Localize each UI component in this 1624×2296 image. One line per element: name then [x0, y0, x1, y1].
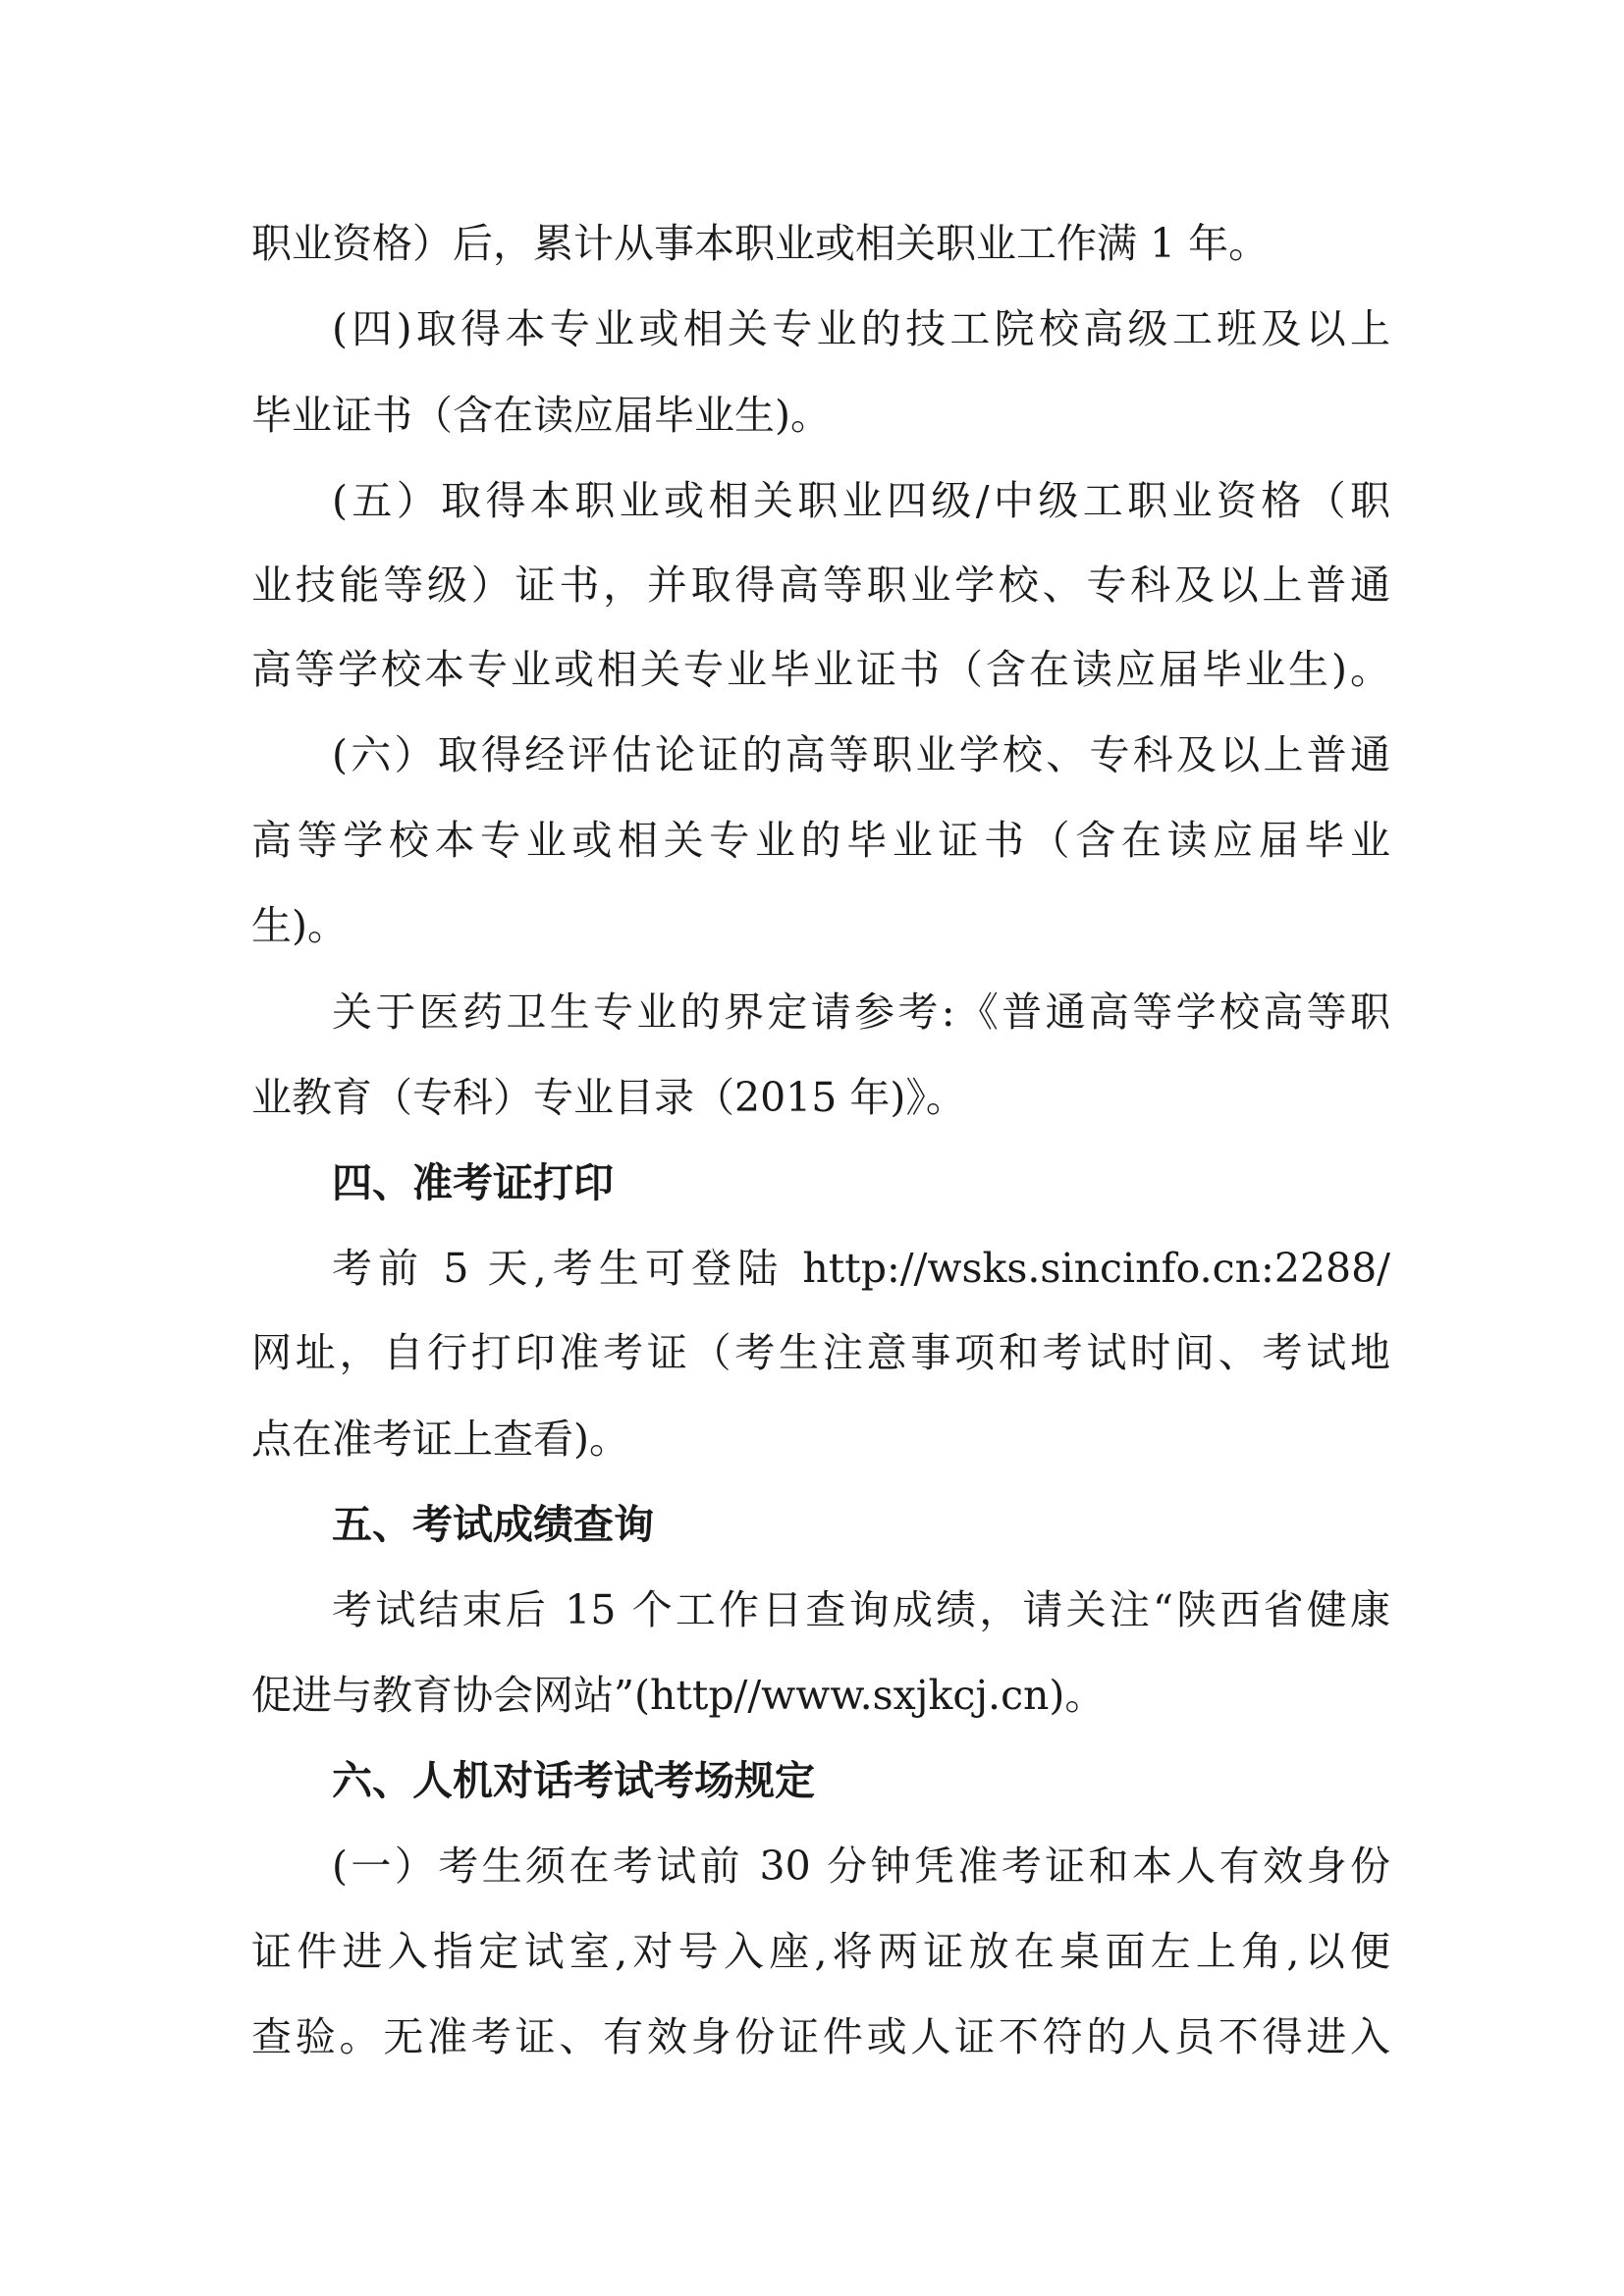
text-line: 职业资格）后，累计从事本职业或相关职业工作满 1 年。: [251, 220, 1270, 267]
text-line: (一）考生须在考试前 30 分钟凭准考证和本人有效身份: [332, 1842, 1390, 1890]
text-line: 毕业证书（含在读应届毕业生)。: [251, 392, 831, 439]
text-line: 业教育（专科）专业目录（2015 年)》。: [251, 1074, 966, 1121]
text-line: 网址，自行打印准考证（考生注意事项和考试时间、考试地: [251, 1329, 1390, 1376]
text-line: 生)。: [251, 902, 348, 949]
text-line: 考前 5 天,考生可登陆 http://wsks.sincinfo.cn:2288/: [332, 1245, 1390, 1292]
text-line: 证件进入指定试室,对号入座,将两证放在桌面左上角,以便: [251, 1928, 1390, 1975]
section-heading: 六、人机对话考试考场规定: [332, 1757, 815, 1804]
text-line: 促进与教育协会网站”(http//www.sxjkcj.cn)。: [251, 1672, 1106, 1719]
text-line: 点在准考证上查看)。: [251, 1415, 629, 1463]
text-line: (五）取得本职业或相关职业四级/中级工职业资格（职: [332, 477, 1390, 524]
text-line: (四)取得本专业或相关专业的技工院校高级工班及以上: [332, 305, 1390, 352]
text-line: (六）取得经评估论证的高等职业学校、专科及以上普通: [332, 731, 1390, 778]
text-line: 高等学校本专业或相关专业毕业证书（含在读应届毕业生)。: [251, 646, 1390, 693]
text-line: 查验。无准考证、有效身份证件或人证不符的人员不得进入: [251, 2013, 1390, 2060]
section-heading: 四、准考证打印: [332, 1159, 614, 1206]
text-line: 考试结束后 15 个工作日查询成绩，请关注“陕西省健康: [332, 1586, 1390, 1633]
section-heading: 五、考试成绩查询: [332, 1501, 654, 1548]
text-line: 高等学校本专业或相关专业的毕业证书（含在读应届毕业: [251, 817, 1390, 864]
text-line: 关于医药卫生专业的界定请参考:《普通高等学校高等职: [332, 988, 1390, 1036]
text-line: 业技能等级）证书，并取得高等职业学校、专科及以上普通: [251, 561, 1390, 609]
